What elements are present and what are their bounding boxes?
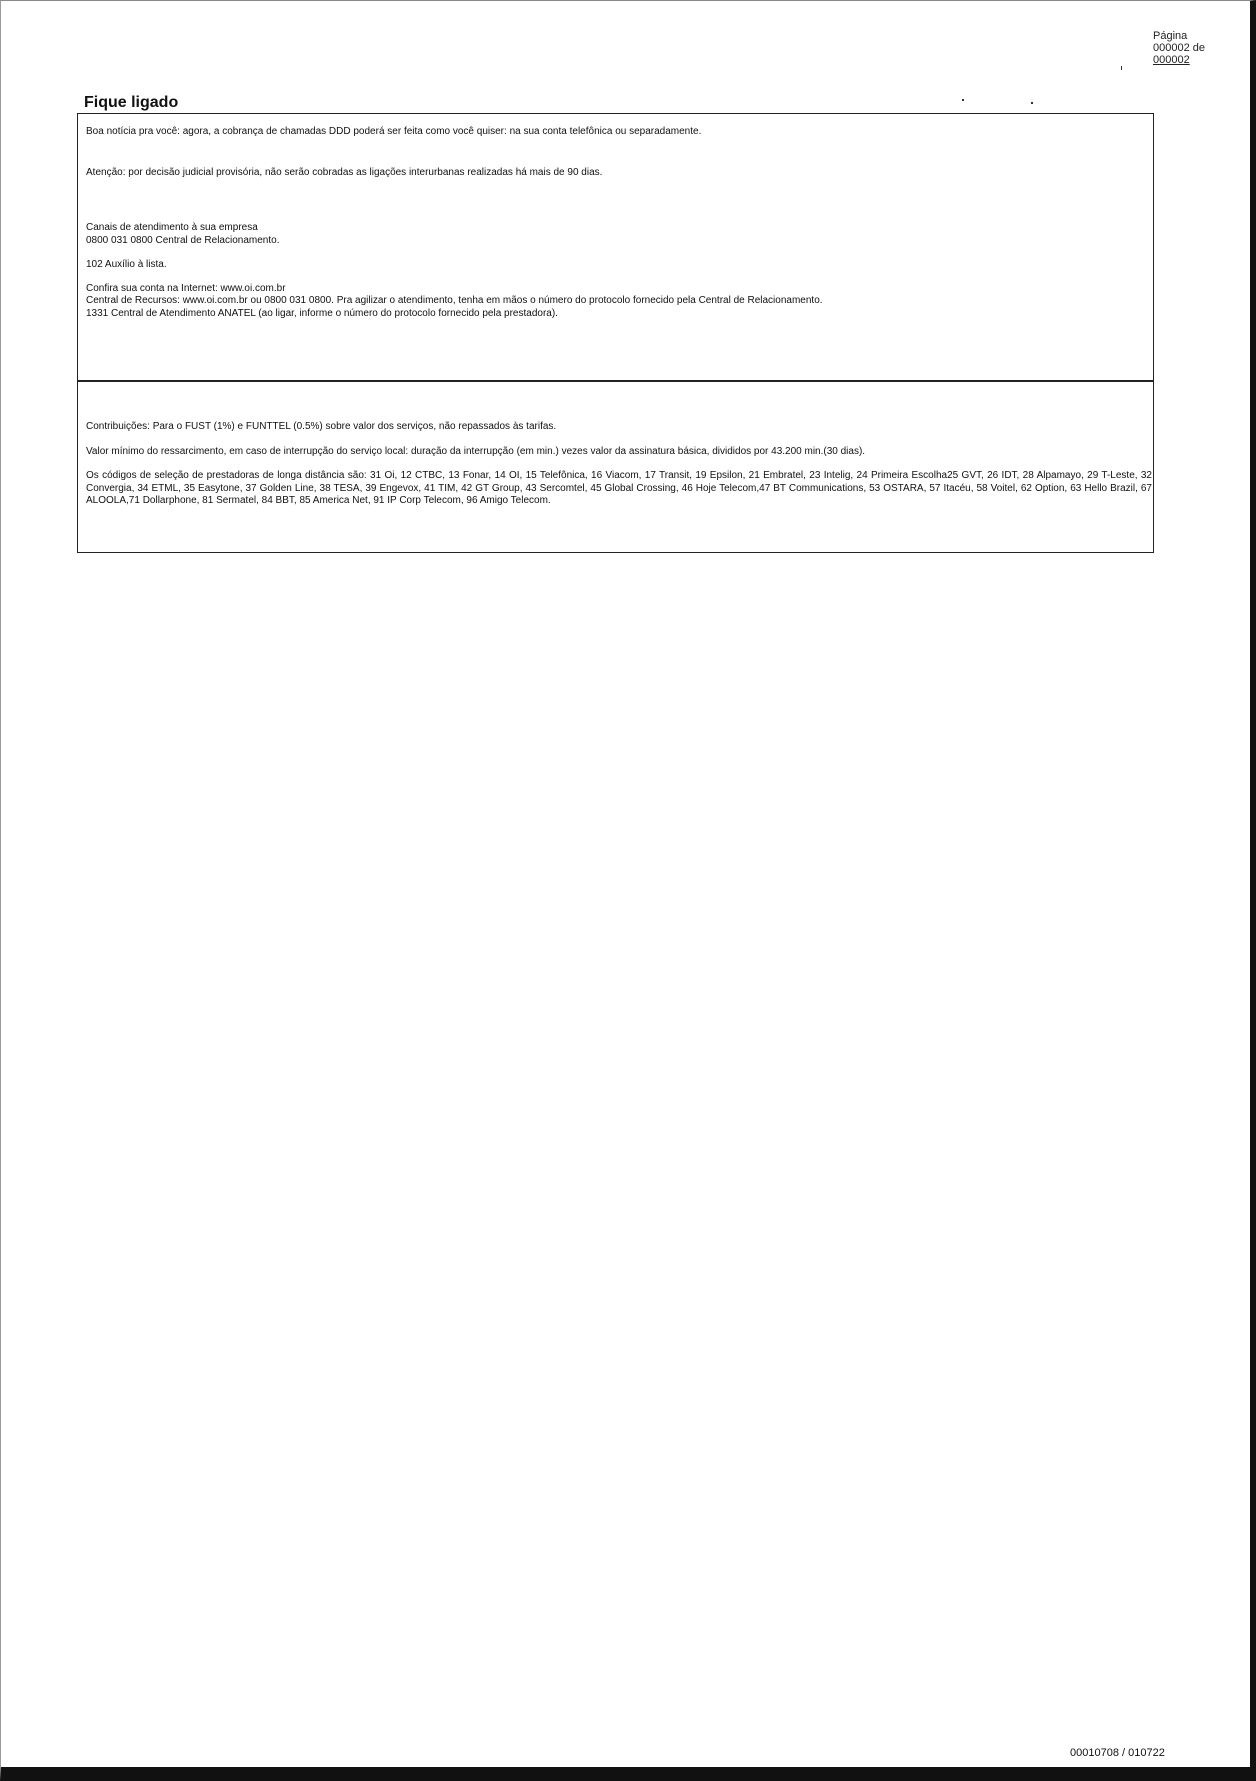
page-number: [1153, 30, 1205, 66]
section-title: Fique ligado: [84, 94, 179, 111]
page-number-total: 000002: [1153, 54, 1190, 66]
resources-center: Central de Recursos: www.oi.com.br ou 0800 031 0800. Pra agilizar o atendimento, tenha em mãos o número do protocolo fornecido pela Central de Relacionamento.: [86, 295, 823, 306]
document-code: 00010708 / 010722: [1070, 1747, 1165, 1759]
refund-text: Valor mínimo do ressarcimento, em caso de interrupção do serviço local: duração da interrupção (em min.) vezes valor da assinatura básica, divididos por 43.200 min.(30 dias).: [86, 445, 866, 457]
notices-box: [77, 113, 1154, 382]
news-notice: Boa notícia pra você: agora, a cobrança de chamadas DDD poderá ser feita como você quiser: na sua conta telefônica ou separadamente.: [86, 126, 702, 137]
channels-title: Canais de atendimento à sua empresa: [86, 222, 258, 233]
page-number-current: 000002 de: [1153, 42, 1205, 54]
page-number-label: Página: [1153, 30, 1188, 42]
info-box: [77, 380, 1154, 553]
anatel-center: 1331 Central de Atendimento ANATEL (ao ligar, informe o número do protocolo fornecido pela prestadora).: [86, 307, 558, 319]
scan-speck: [1031, 102, 1033, 104]
attention-notice: Atenção: por decisão judicial provisória, não serão cobradas as ligações interurbanas realizadas há mais de 90 dias.: [86, 166, 603, 178]
internet-account-link: Confira sua conta na Internet: www.oi.com.br: [86, 282, 286, 294]
scan-speck: [962, 99, 964, 101]
contributions-text: Contribuições: Para o FUST (1%) e FUNTTEL (0.5%) sobre valor dos serviços, não repassados às tarifas.: [86, 421, 557, 432]
scan-speck: [1121, 66, 1122, 70]
carrier-codes-text: Os códigos de seleção de prestadoras de longa distância são: 31 Oi, 12 CTBC, 13 Fonar, 14 OI, 15 Telefônica, 16 Viacom, 17 Transit, 19 Epsilon, 21 Embratel, 23 Intelig, 24 Primeira Escolha25 GVT, 26 IDT, 28 Alpamayo, 29 T-Leste, 32 Convergia, 34 ETML, 35 Easytone, 37 Golden Line, 38 TESA, 39 Engevox, 41 TIM, 42 GT Group, 43 Sercomtel, 45 Global Crossing, 46 Hoje Telecom,47 BT Communications, 53 OSTARA, 57 Itacéu, 58 Voitel, 62 Option, 63 Hello Brazil, 67 ALOOLA,71 Dollarphone, 81 Sermatel, 84 BBT, 85 America Net, 91 IP Corp Telecom, 96 Amigo Telecom.: [86, 470, 1152, 506]
directory-assistance: 102 Auxílio à lista.: [86, 259, 167, 270]
channels-phone: 0800 031 0800 Central de Relacionamento.: [86, 234, 280, 246]
